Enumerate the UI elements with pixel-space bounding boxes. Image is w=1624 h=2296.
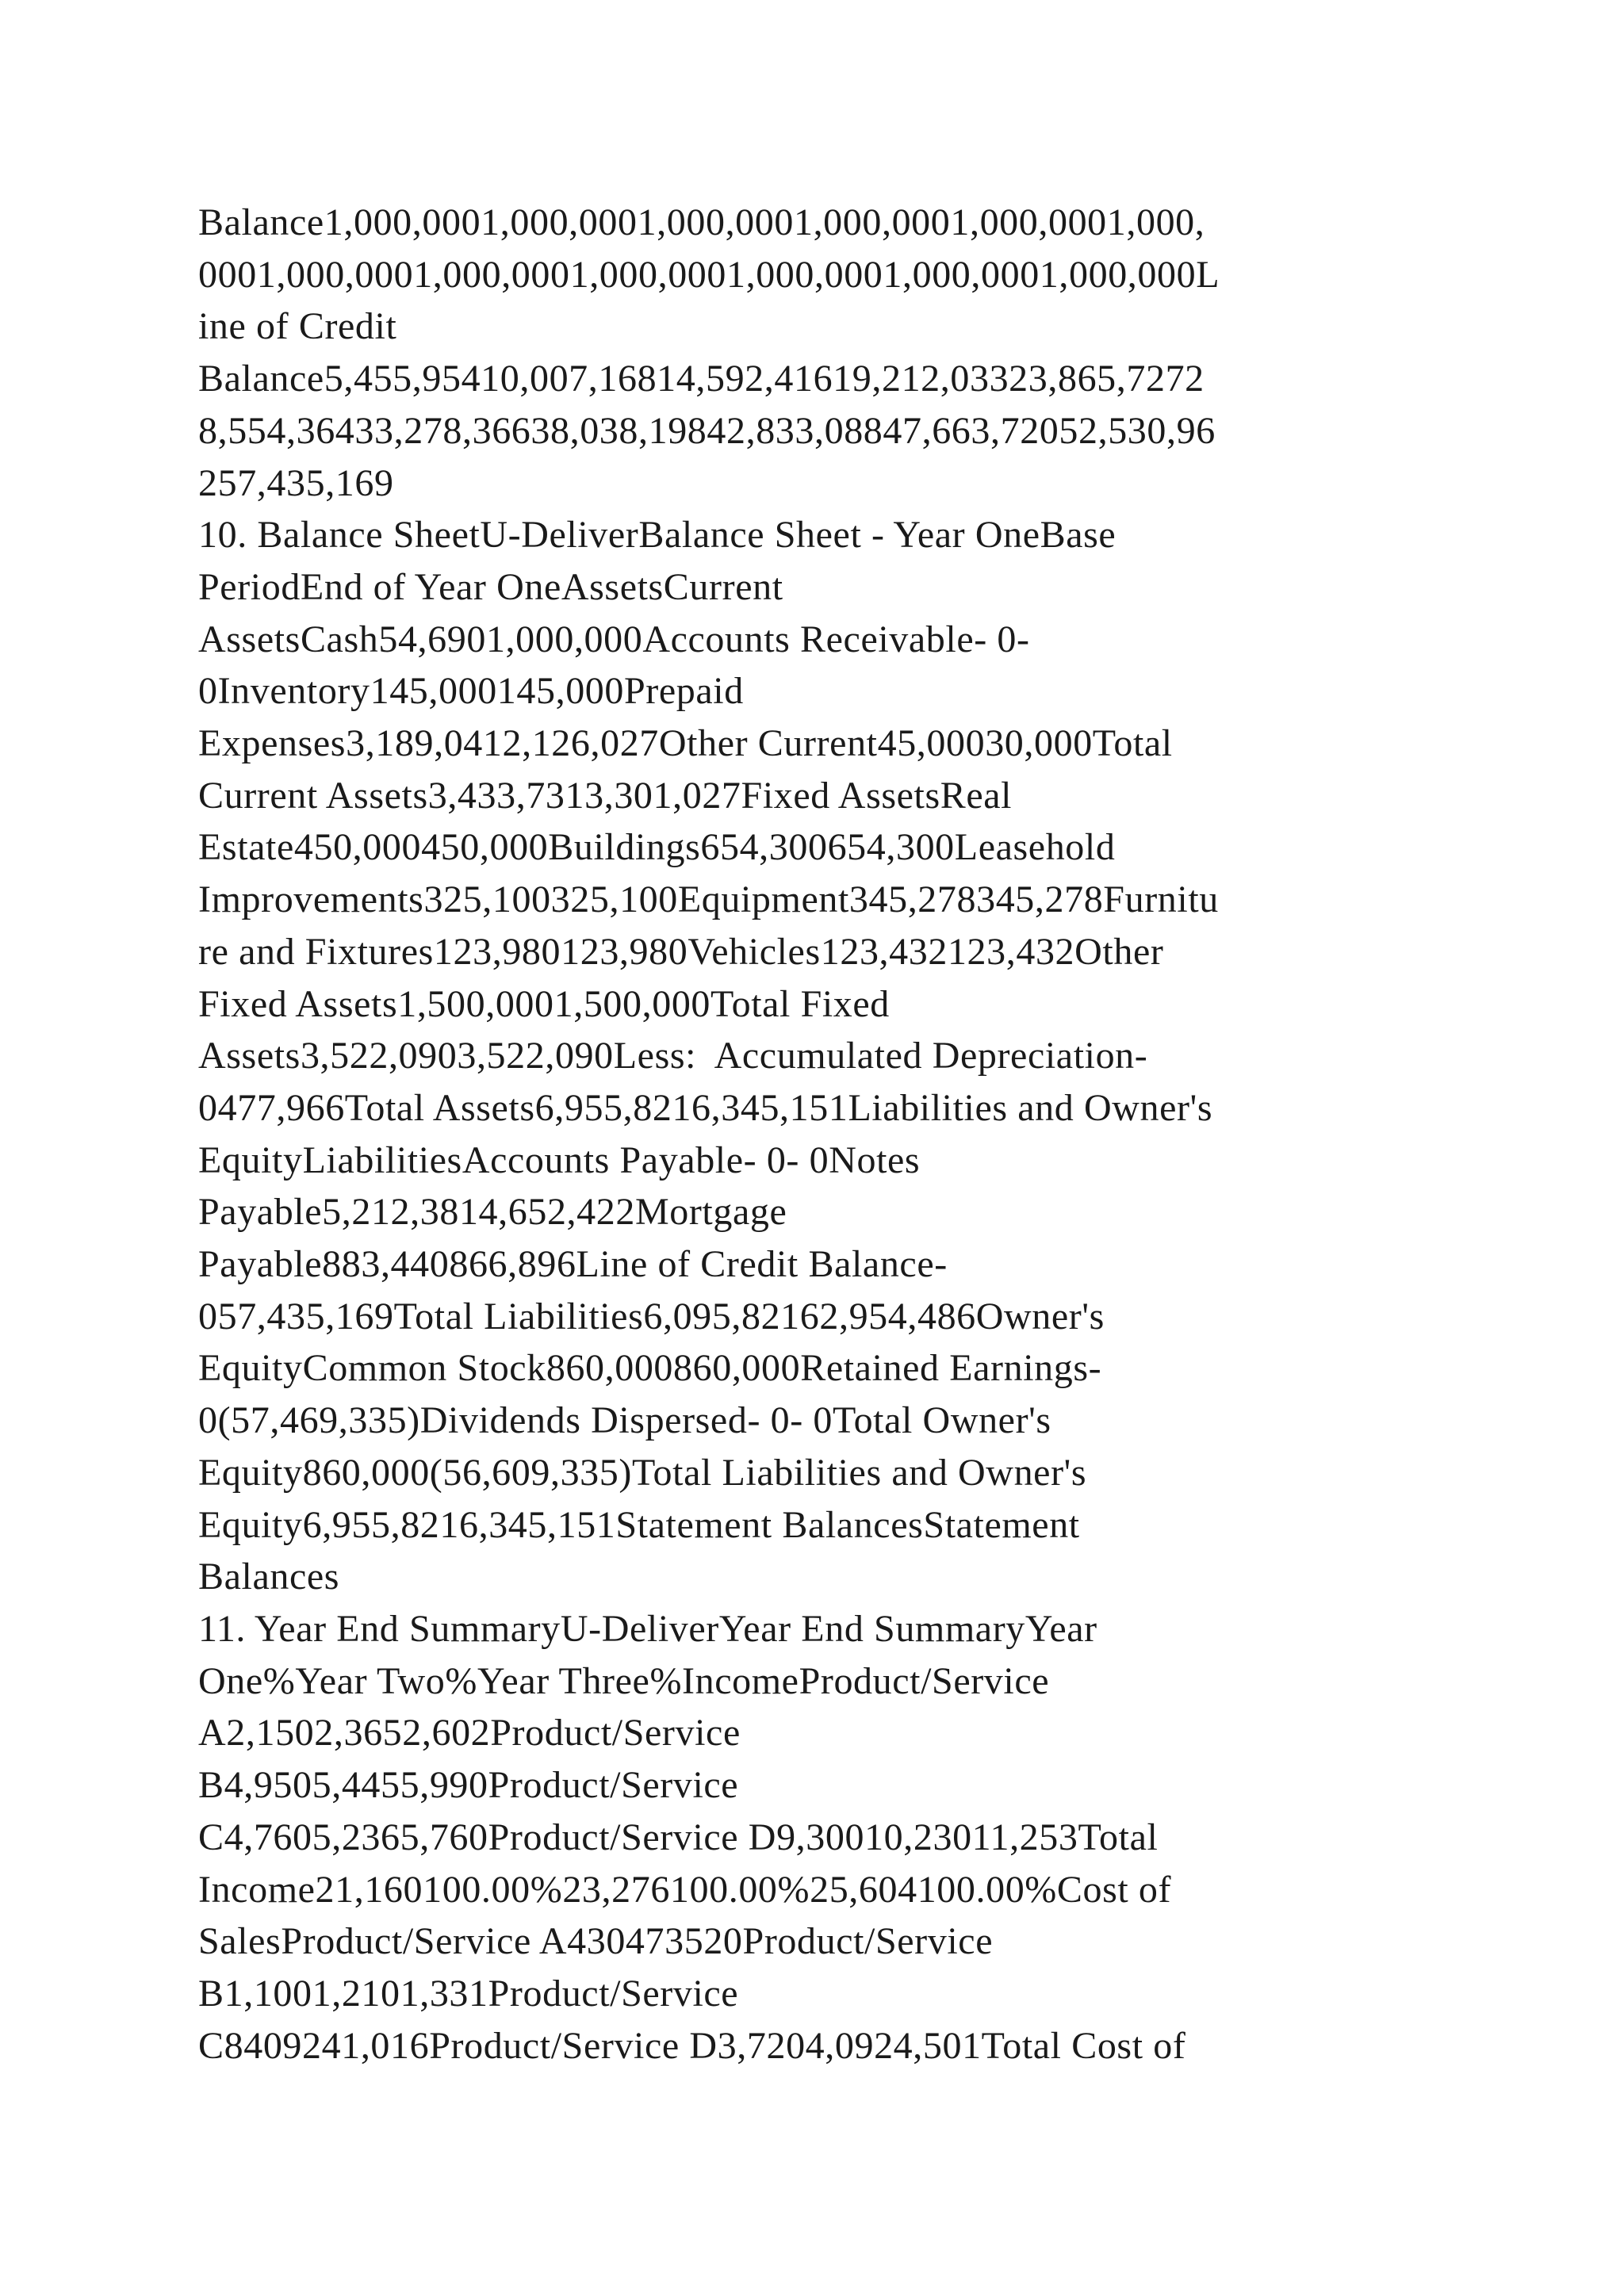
text-line: B1,1001,2101,331Product/Service	[198, 1972, 739, 2015]
section-heading-year-end-summary: 11. Year End SummaryU-DeliverYear End SummaryYear	[198, 1607, 1097, 1650]
text-line: AssetsCash54,6901,000,000Accounts Receivable- 0-	[198, 618, 1030, 660]
section-heading-balance-sheet: 10. Balance SheetU-DeliverBalance Sheet - Year OneBase	[198, 514, 1116, 557]
text-line: B4,9505,4455,990Product/Service	[198, 1764, 739, 1807]
text-line: Payable883,440866,896Line of Credit Balance-	[198, 1243, 948, 1286]
text-line: ine of Credit	[198, 305, 397, 348]
text-line: 0(57,469,335)Dividends Dispersed- 0- 0Total Owner's	[198, 1399, 1051, 1442]
text-line: EquityCommon Stock860,000860,000Retained Earnings-	[198, 1347, 1102, 1390]
text-line: EquityLiabilitiesAccounts Payable- 0- 0Notes	[198, 1138, 921, 1181]
text-line: Current Assets3,433,7313,301,027Fixed AssetsReal	[198, 774, 1013, 817]
text-line: Balance1,000,0001,000,0001,000,0001,000,0001,000,0001,000,	[198, 201, 1205, 243]
text-line: Estate450,000450,000Buildings654,300654,300Leasehold	[198, 826, 1116, 869]
text-line: 257,435,169	[198, 461, 394, 504]
document-body	[198, 197, 1451, 2072]
text-line: Equity860,000(56,609,335)Total Liabilities and Owner's	[198, 1451, 1087, 1494]
text-line: Income21,160100.00%23,276100.00%25,604100.00%Cost of	[198, 1868, 1172, 1911]
text-line: Fixed Assets1,500,0001,500,000Total Fixed	[198, 982, 890, 1025]
text-line: 0477,966Total Assets6,955,8216,345,151Liabilities and Owner's	[198, 1086, 1213, 1129]
text-line: 0001,000,0001,000,0001,000,0001,000,0001,000,0001,000,000L	[198, 253, 1220, 296]
text-line: 057,435,169Total Liabilities6,095,82162,954,486Owner's	[198, 1295, 1105, 1337]
text-line: 8,554,36433,278,36638,038,19842,833,08847,663,72052,530,96	[198, 409, 1216, 452]
text-line: Balance5,455,95410,007,16814,592,41619,212,03323,865,7272	[198, 358, 1205, 400]
text-line: SalesProduct/Service A430473520Product/Service	[198, 1920, 994, 1963]
text-line: C8409241,016Product/Service D3,7204,0924,501Total Cost of	[198, 2024, 1186, 2067]
text-line: A2,1502,3652,602Product/Service	[198, 1712, 741, 1755]
text-line: Equity6,955,8216,345,151Statement BalancesStatement	[198, 1503, 1080, 1546]
text-line: C4,7605,2365,760Product/Service D9,30010,23011,253Total	[198, 1816, 1159, 1858]
text-line: Payable5,212,3814,652,422Mortgage	[198, 1191, 787, 1234]
text-line: Balances	[198, 1556, 340, 1598]
text-line: Assets3,522,0903,522,090Less: Accumulated Depreciation-	[198, 1035, 1148, 1077]
text-line: Improvements325,100325,100Equipment345,278345,278Furnitu	[198, 878, 1219, 921]
text-line: re and Fixtures123,980123,980Vehicles123,432123,432Other	[198, 930, 1164, 973]
text-line: Expenses3,189,0412,126,027Other Current45,00030,000Total	[198, 722, 1173, 765]
text-line: PeriodEnd of Year OneAssetsCurrent	[198, 565, 783, 608]
text-line: 0Inventory145,000145,000Prepaid	[198, 670, 744, 713]
text-line: One%Year Two%Year Three%IncomeProduct/Service	[198, 1659, 1050, 1702]
